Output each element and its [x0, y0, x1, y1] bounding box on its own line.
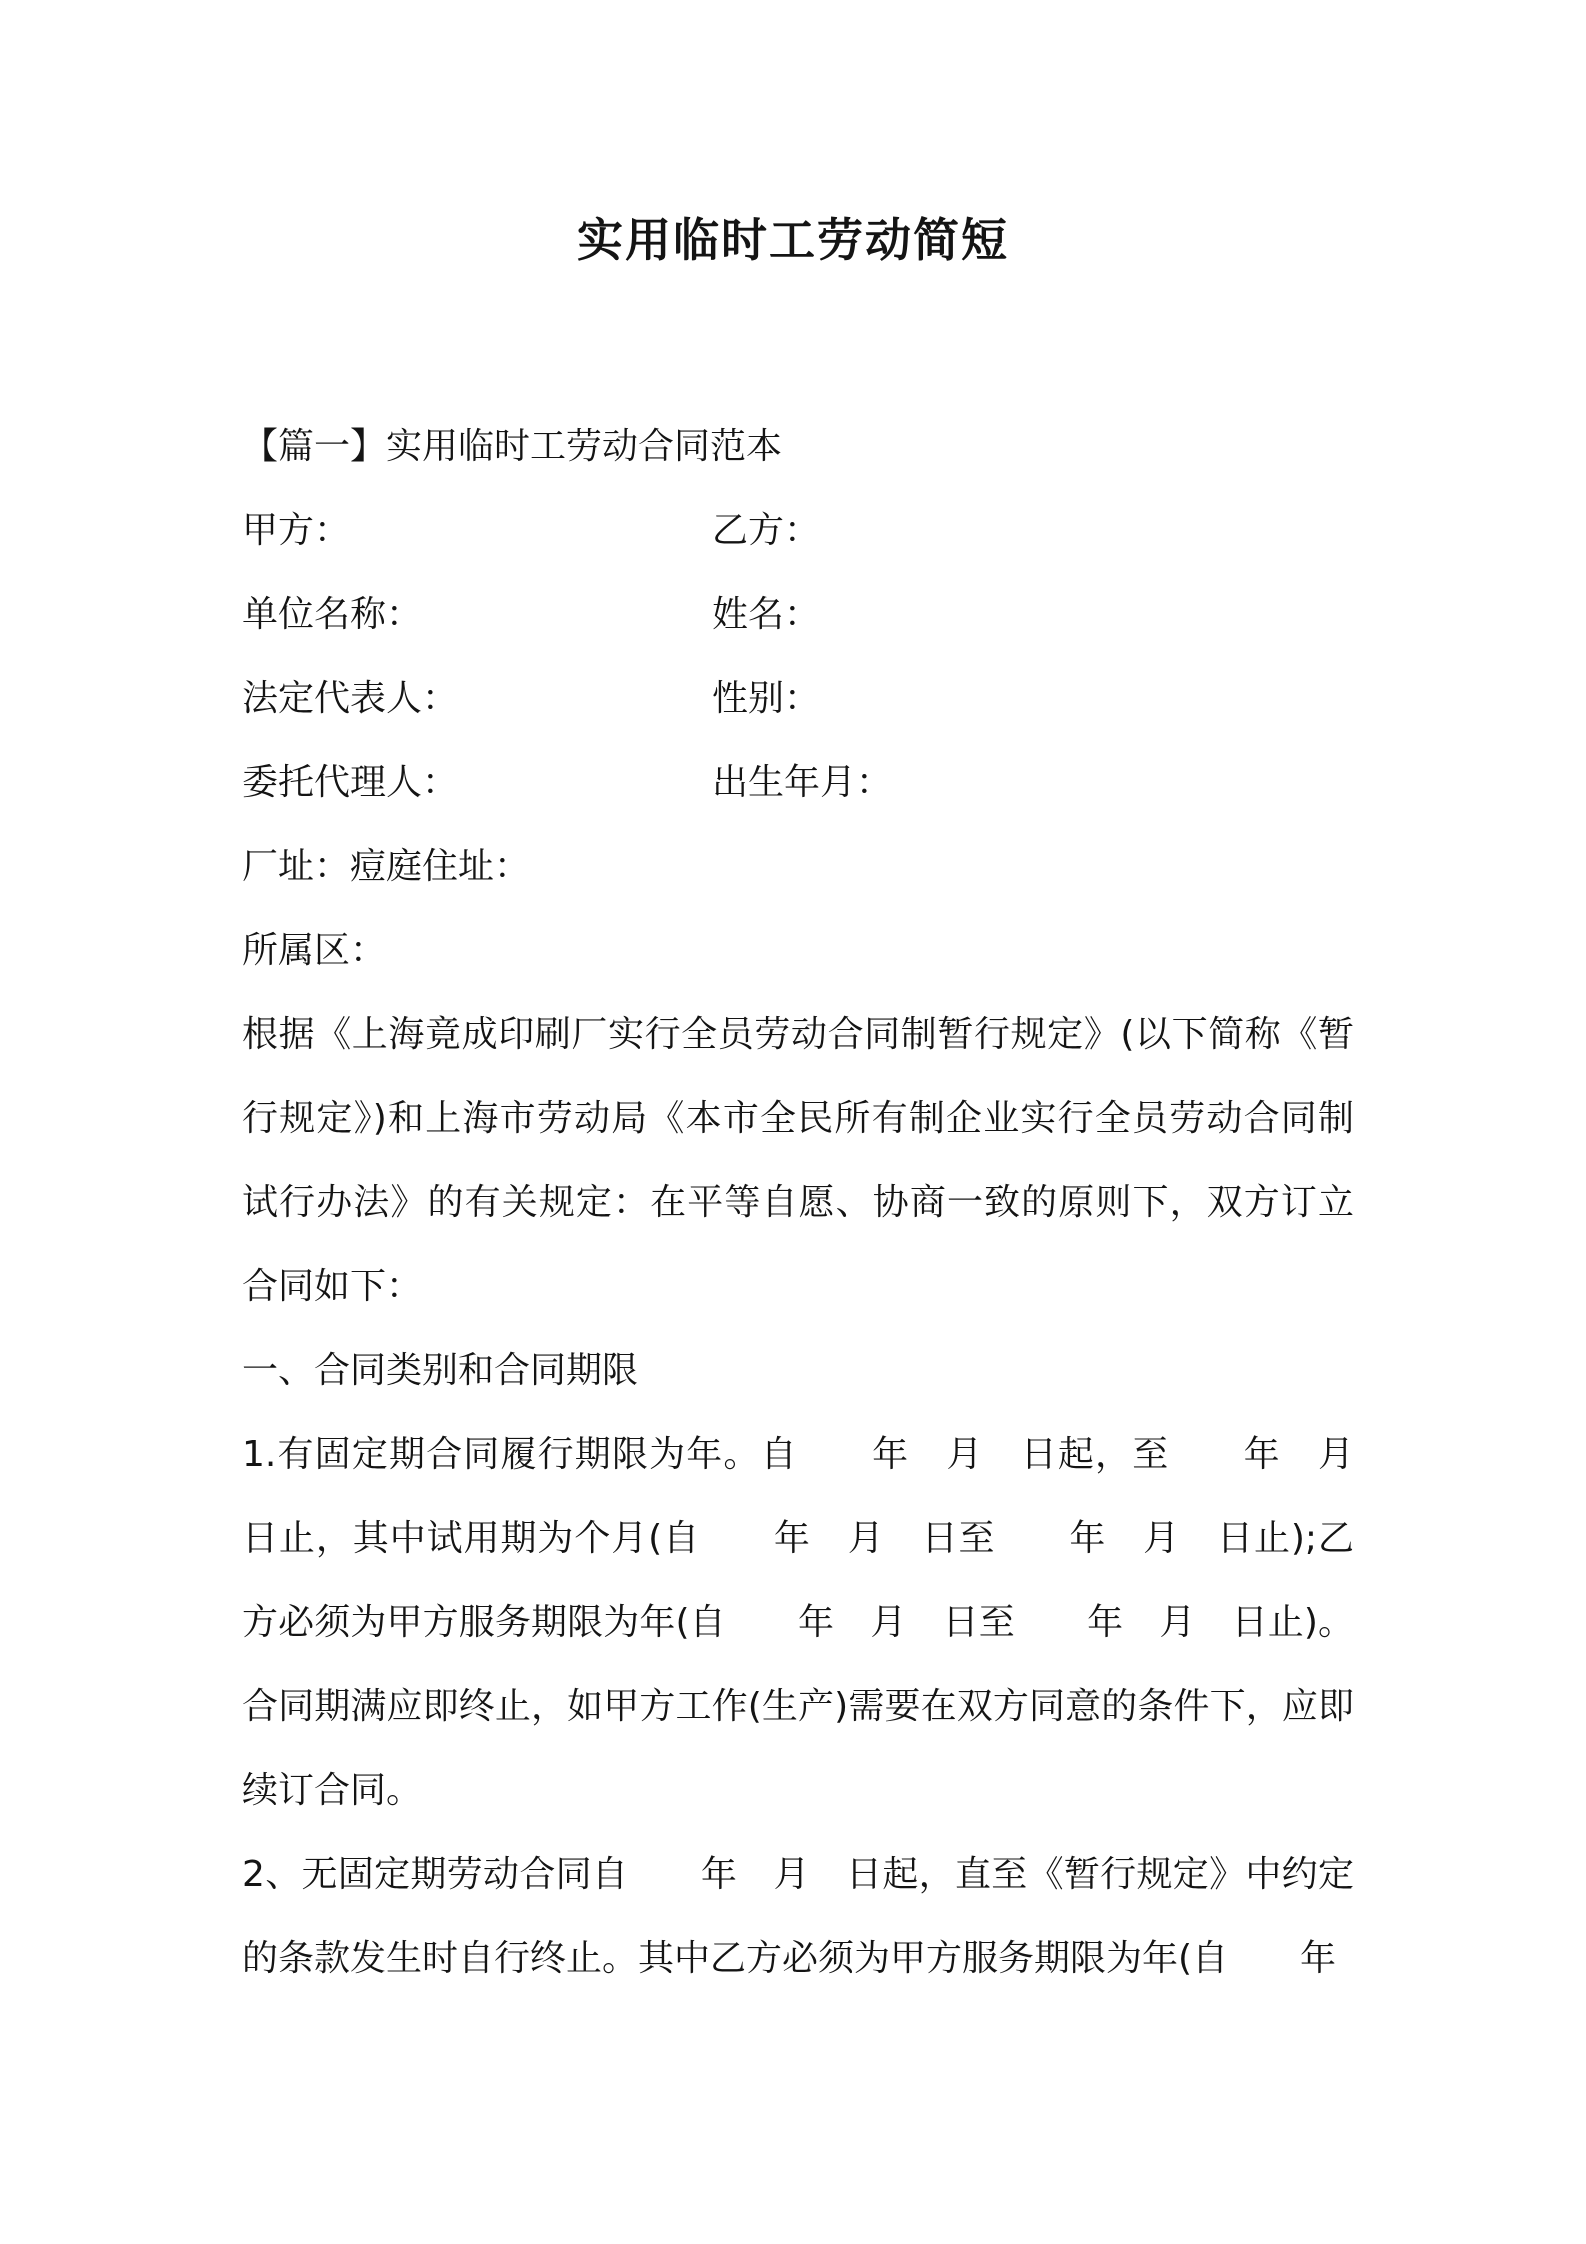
section-heading: 【篇一】实用临时工劳动合同范本 [242, 426, 783, 467]
document-title: 实用临时工劳动简短 [577, 213, 1009, 267]
field-row-representative [242, 657, 1354, 741]
field-party-b: 乙方： [712, 510, 821, 551]
clause-1-paragraph: 1.有固定期合同履行期限为年。自 年 月 日起，至 年 月日止，其中试用期为个月(自 年 月 日至 年 月 日止);乙方必须为甲方服务期限为年(自 年 月 日至 年 月 日止)。合同期满应即终止，如甲方工作(生产)需要在双方同意的条件下，应即续订合同。 [242, 1434, 1354, 1811]
document-body [242, 405, 1354, 2001]
field-row-agent [242, 741, 1354, 825]
field-entrusted-agent: 委托代理人： [242, 762, 459, 803]
clause-heading: 一、合同类别和合同期限 [242, 1350, 639, 1391]
field-party-a: 甲方： [242, 510, 351, 551]
field-address: 厂址：痘庭住址： [242, 846, 531, 887]
field-row-party [242, 489, 1354, 573]
field-unit-name: 单位名称： [242, 594, 423, 635]
clause-2-paragraph: 2、无固定期劳动合同自 年 月 日起，直至《暂行规定》中约定的条款发生时自行终止。其中乙方必须为甲方服务期限为年(自 年 [242, 1854, 1354, 1979]
field-gender: 性别： [712, 678, 821, 719]
field-row-name [242, 573, 1354, 657]
field-legal-representative: 法定代表人： [242, 678, 459, 719]
field-district: 所属区： [242, 930, 387, 971]
field-birth-date: 出生年月： [712, 762, 893, 803]
field-person-name: 姓名： [712, 594, 821, 635]
intro-paragraph: 根据《上海竟成印刷厂实行全员劳动合同制暂行规定》(以下简称《暂行规定》)和上海市劳动局《本市全民所有制企业实行全员劳动合同制试行办法》的有关规定：在平等自愿、协商一致的原则下，双方订立合同如下： [242, 1014, 1354, 1307]
